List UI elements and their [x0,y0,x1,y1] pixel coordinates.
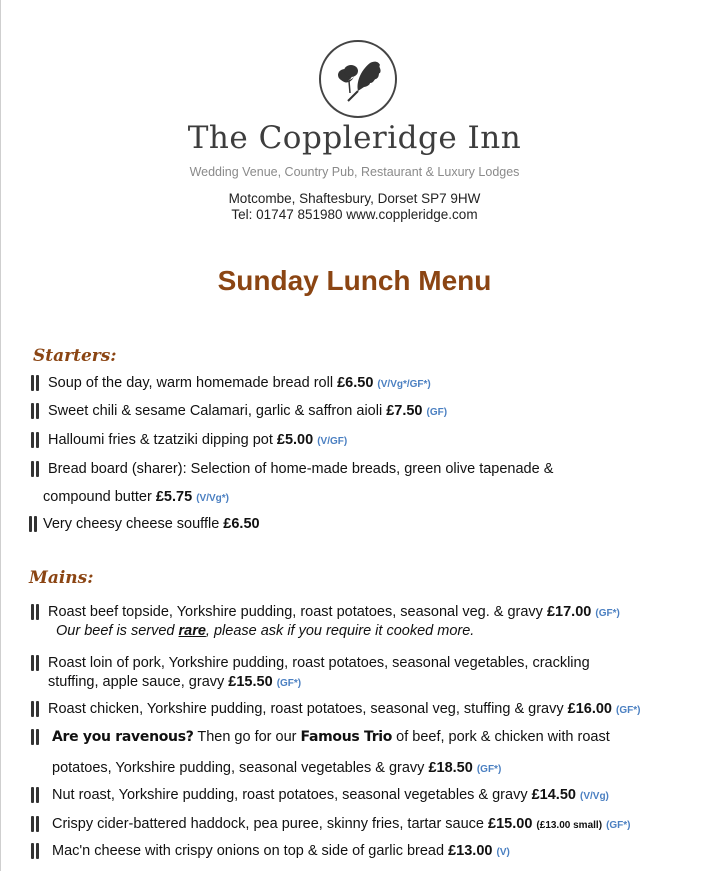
menu-item: Bread board (sharer): Selection of home-made breads, green olive tapenade & [48,461,554,477]
menu-title: Sunday Lunch Menu [217,265,492,296]
menu-item: Roast beef topside, Yorkshire pudding, roast potatoes, seasonal veg. & gravy £17.00 (GF*) [48,604,620,620]
address: Motcombe, Shaftesbury, Dorset SP7 9HW [228,191,481,206]
cutlery-icon [30,431,40,449]
menu-item: Mac'n cheese with crispy onions on top & side of garlic bread £13.00 (V) [52,843,510,859]
menu-item: Soup of the day, warm homemade bread roll £6.50 (V/Vg*/GF*) [48,375,431,391]
menu-item: Are you ravenous? Then go for our Famous Trio of beef, pork & chicken with roast [52,729,610,745]
menu-item: Sweet chili & sesame Calamari, garlic & saffron aioli £7.50 (GF) [48,403,448,419]
cutlery-icon [30,842,40,860]
inn-name: The Coppleridge Inn [187,120,522,156]
cutlery-icon [30,728,40,746]
menu-item: Roast loin of pork, Yorkshire pudding, roast potatoes, seasonal vegetables, crackling [48,655,590,671]
section-heading-mains: Mains: [29,568,94,588]
menu-item: Very cheesy cheese souffle £6.50 [43,516,260,532]
cutlery-icon [30,700,40,718]
menu-item: Halloumi fries & tzatziki dipping pot £5.00 (V/GF) [48,432,348,448]
menu-item: Crispy cider-battered haddock, pea puree, skinny fries, tartar sauce £15.00 (£13.00 small) (GF*) [52,816,631,832]
tagline: Wedding Venue, Country Pub, Restaurant & Luxury Lodges [189,165,520,179]
cutlery-icon [30,460,40,478]
cutlery-icon [30,786,40,804]
acorn-oak-leaf-icon [318,39,398,119]
section-heading-starters: Starters: [33,346,117,366]
cutlery-icon [30,815,40,833]
cutlery-icon [30,402,40,420]
menu-item: Nut roast, Yorkshire pudding, roast potatoes, seasonal vegetables & gravy £14.50 (V/Vg) [52,787,609,803]
cutlery-icon [30,603,40,621]
cutlery-icon [30,374,40,392]
menu-item: Roast chicken, Yorkshire pudding, roast potatoes, seasonal veg, stuffing & gravy £16.00 (GF*) [48,701,641,717]
menu-item-continued: compound butter £5.75 (V/Vg*) [43,489,229,505]
menu-item-note: Our beef is served rare, please ask if you require it cooked more. [56,623,475,639]
menu-item-continued: potatoes, Yorkshire pudding, seasonal vegetables & gravy £18.50 (GF*) [52,760,502,776]
menu-item-continued: stuffing, apple sauce, gravy £15.50 (GF*) [48,674,302,690]
contact-line: Tel: 01747 851980 www.coppleridge.com [231,207,478,222]
cutlery-icon [28,515,38,533]
cutlery-icon [30,654,40,672]
